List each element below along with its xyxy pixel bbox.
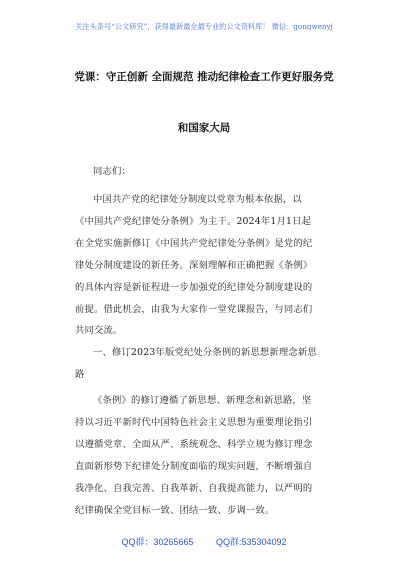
paragraph-line: 的具体内容是新征程进一步加强党的纪律处分制度建设的 — [75, 281, 313, 293]
section-heading-1 — [75, 342, 345, 386]
paragraph-line: 中国共产党的纪律处分制度以党章为根本依据，以 — [93, 194, 302, 205]
document-title-line-1: 党课：守正创新 全面规范 推动纪律检查工作更好服务党 — [74, 71, 334, 83]
section-heading-line: 路 — [75, 368, 85, 380]
header-promo-note: 关注头条号“公文研究”，获得最新最全最专业的公文资料库！ 微信：gongwenyj — [75, 22, 333, 31]
greeting-text: 同志们： — [93, 166, 131, 177]
paragraph-1 — [75, 189, 345, 342]
paragraph-line: 共同交流。 — [75, 325, 123, 337]
footer-qq-group-1: QQ群：30265665 — [121, 537, 194, 547]
paragraph-line: 持以习近平新时代中国特色社会主义思想为重要理论指引 — [75, 416, 313, 428]
footer-qq-group-2: QQ群:535304092 — [216, 537, 287, 547]
paragraph-line: 律处分制度建设的新任务。深刻理解和正确把握《条例》 — [75, 259, 313, 271]
footer-contact — [0, 535, 408, 548]
paragraph-line: 《条例》的修订遵循了新思想、新理念和新思路，坚 — [93, 395, 312, 406]
document-title-line-2: 和国家大局 — [177, 122, 231, 134]
paragraph-line: 我净化、自我完善、自我革新、自我提高能力，以严明的 — [75, 482, 313, 494]
paragraph-line: 《中国共产党纪律处分条例》为主干。2024年1月1日起 — [75, 215, 312, 227]
paragraph-line: 前提。借此机会，由我为大家作一堂党课报告，与同志们 — [75, 303, 313, 315]
paragraph-line: 直面新形势下纪律处分制度面临的现实问题，不断增强自 — [75, 460, 313, 472]
section-heading-line: 一、修订2023年版党纪处分条例的新思想新理念新思 — [93, 347, 317, 358]
paragraph-line: 在全党实施新修订《中国共产党纪律处分条例》是党的纪 — [75, 237, 313, 249]
paragraph-2 — [75, 390, 345, 521]
paragraph-line: 纪律确保全党目标一致、团结一致、步调一致。 — [75, 504, 275, 516]
paragraph-line: 以遵循党章、全面从严、系统观念、科学立规为修订理念 — [75, 438, 313, 450]
greeting — [75, 161, 345, 183]
